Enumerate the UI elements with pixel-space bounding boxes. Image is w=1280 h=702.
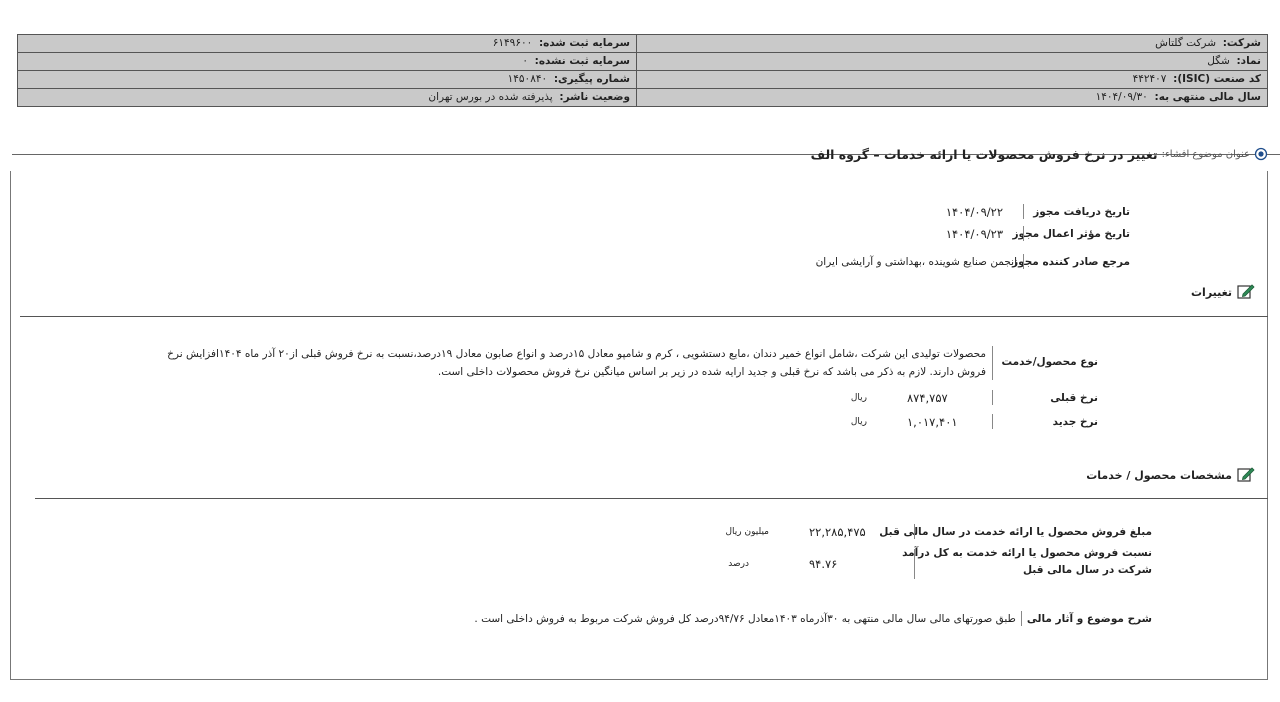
fiscal-value: ۱۴۰۴/۰۹/۳۰ [1095, 91, 1148, 103]
isic-value: ۴۴۲۴۰۷ [1132, 73, 1167, 85]
permit-issuer-value: انجمن صنایع شوینده ،بهداشتی و آرایشی ایران [815, 255, 1017, 268]
isic-label: کد صنعت (ISIC): [1173, 73, 1261, 85]
new-rate-value: ۱,۰۱۷,۴۰۱ [907, 414, 958, 429]
publisher-status-value: پذیرفته شده در بورس تهران [428, 91, 553, 103]
ratio-values-row [728, 557, 909, 571]
specs-section-title: مشخصات محصول / خدمات [1086, 469, 1232, 482]
isic-cell [637, 71, 1268, 89]
edit-icon [1237, 466, 1255, 485]
registered-capital-cell [18, 35, 637, 53]
tracking-value: ۱۴۵۰۸۴۰ [507, 73, 548, 85]
ratio-label-line2: شرکت در سال مالی قبل [1022, 564, 1152, 576]
row-separator [1021, 611, 1022, 626]
ratio-unit: درصد [728, 559, 749, 569]
sales-row [726, 524, 1152, 539]
new-rate-unit: ریال [850, 416, 867, 427]
explain-value: طبق صورتهای مالی سال مالی منتهی به ۳۰آذرماه ۱۴۰۳معادل ۹۴/۷۶درصد کل فروش شرکت مربوط به فروش داخلی است . [474, 612, 1016, 625]
publisher-status-label: وضعیت ناشر: [559, 91, 630, 103]
permit-effective-value: ۱۴۰۴/۰۹/۲۳ [945, 226, 1003, 241]
permit-received-value: ۱۴۰۴/۰۹/۲۲ [945, 204, 1003, 219]
target-icon [1254, 147, 1268, 161]
subject-heading [811, 145, 1268, 163]
company-value: شرکت گلتاش [1155, 37, 1217, 49]
specs-divider [35, 498, 1268, 499]
edit-icon [1237, 283, 1255, 302]
row-separator [992, 414, 993, 429]
company-info-table [17, 34, 1268, 107]
row-separator [1023, 254, 1024, 269]
header-row [18, 71, 1268, 89]
specs-section-header [1086, 466, 1255, 485]
permit-effective-row [946, 226, 1130, 241]
tracking-label: شماره پیگیری: [553, 73, 630, 85]
company-label: شرکت: [1222, 37, 1261, 49]
ratio-value: ۹۴.۷۶ [809, 557, 838, 571]
symbol-label: نماد: [1236, 55, 1261, 67]
changes-section-header [1191, 283, 1255, 302]
registered-capital-value: ۶۱۴۹۶۰۰ [492, 37, 533, 49]
fiscal-label: سال مالی منتهی به: [1154, 91, 1261, 103]
row-separator [1023, 204, 1024, 219]
product-type-description [96, 345, 986, 381]
new-rate-label: نرخ جدید [1052, 415, 1098, 428]
fiscal-cell [637, 89, 1268, 107]
symbol-value: شگل [1207, 55, 1230, 67]
product-type-label: نوع محصول/خدمت [1001, 356, 1098, 368]
permit-issuer-row [816, 254, 1130, 269]
subject-label: عنوان موضوع افشاء: [1161, 148, 1250, 160]
company-cell [637, 35, 1268, 53]
subject-title: تغییر در نرخ فروش محصولات یا ارائه خدمات – گروه الف [810, 146, 1158, 162]
row-separator [1023, 226, 1024, 241]
changes-divider [20, 316, 1268, 317]
ratio-label [902, 545, 1152, 579]
row-separator [992, 346, 993, 380]
unregistered-capital-value: ۰ [522, 55, 528, 67]
header-row [18, 89, 1268, 107]
product-type-line1: محصولات تولیدی این شرکت ،شامل انواع خمیر دندان ،مایع دستشویی ، کرم و شامپو معادل ۱۵درصد و انواع صابون معادل ۱۹درصد،نسبت به نرخ فروش قبلی از۲۰ آذر ماه ۱۴۰۴افزایش نرخ [167, 348, 986, 360]
row-separator [992, 390, 993, 405]
new-rate-row [851, 414, 1098, 429]
prev-rate-row [851, 390, 1098, 405]
prev-rate-unit: ریال [850, 392, 867, 403]
permit-received-row [946, 204, 1130, 219]
unregistered-capital-cell [18, 53, 637, 71]
explain-row [474, 611, 1152, 626]
sales-unit: میلیون ریال [725, 526, 769, 537]
permit-effective-label: تاریخ مؤثر اعمال مجوز [1012, 227, 1130, 240]
explain-label: شرح موضوع و آثار مالی [1026, 612, 1152, 625]
row-separator [914, 524, 915, 539]
permit-issuer-label: مرجع صادر کننده مجوز [1012, 255, 1130, 268]
registered-capital-label: سرمایه ثبت شده: [538, 37, 630, 49]
sales-value: ۲۲,۲۸۵,۴۷۵ [809, 524, 866, 539]
row-separator [914, 549, 915, 579]
changes-section-title: تغییرات [1191, 286, 1232, 299]
sales-label: مبلغ فروش محصول یا ارائه خدمت در سال مالی قبل [879, 525, 1152, 538]
tracking-cell [18, 71, 637, 89]
publisher-status-cell [18, 89, 637, 107]
symbol-cell [637, 53, 1268, 71]
ratio-label-line1: نسبت فروش محصول یا ارائه خدمت به کل درآمد [902, 547, 1152, 559]
unregistered-capital-label: سرمایه ثبت نشده: [534, 55, 630, 67]
header-row [18, 35, 1268, 53]
permit-received-label: تاریخ دریافت مجوز [1033, 205, 1130, 218]
prev-rate-label: نرخ قبلی [1050, 391, 1098, 404]
prev-rate-value: ۸۷۴,۷۵۷ [907, 390, 948, 405]
product-type-line2: فروش دارند. لازم به ذکر می باشد که نرخ قبلی و جدید ارایه شده در زیر بر اساس میانگین نرخ فروش محصولات داخلی است. [437, 366, 986, 378]
header-row [18, 53, 1268, 71]
